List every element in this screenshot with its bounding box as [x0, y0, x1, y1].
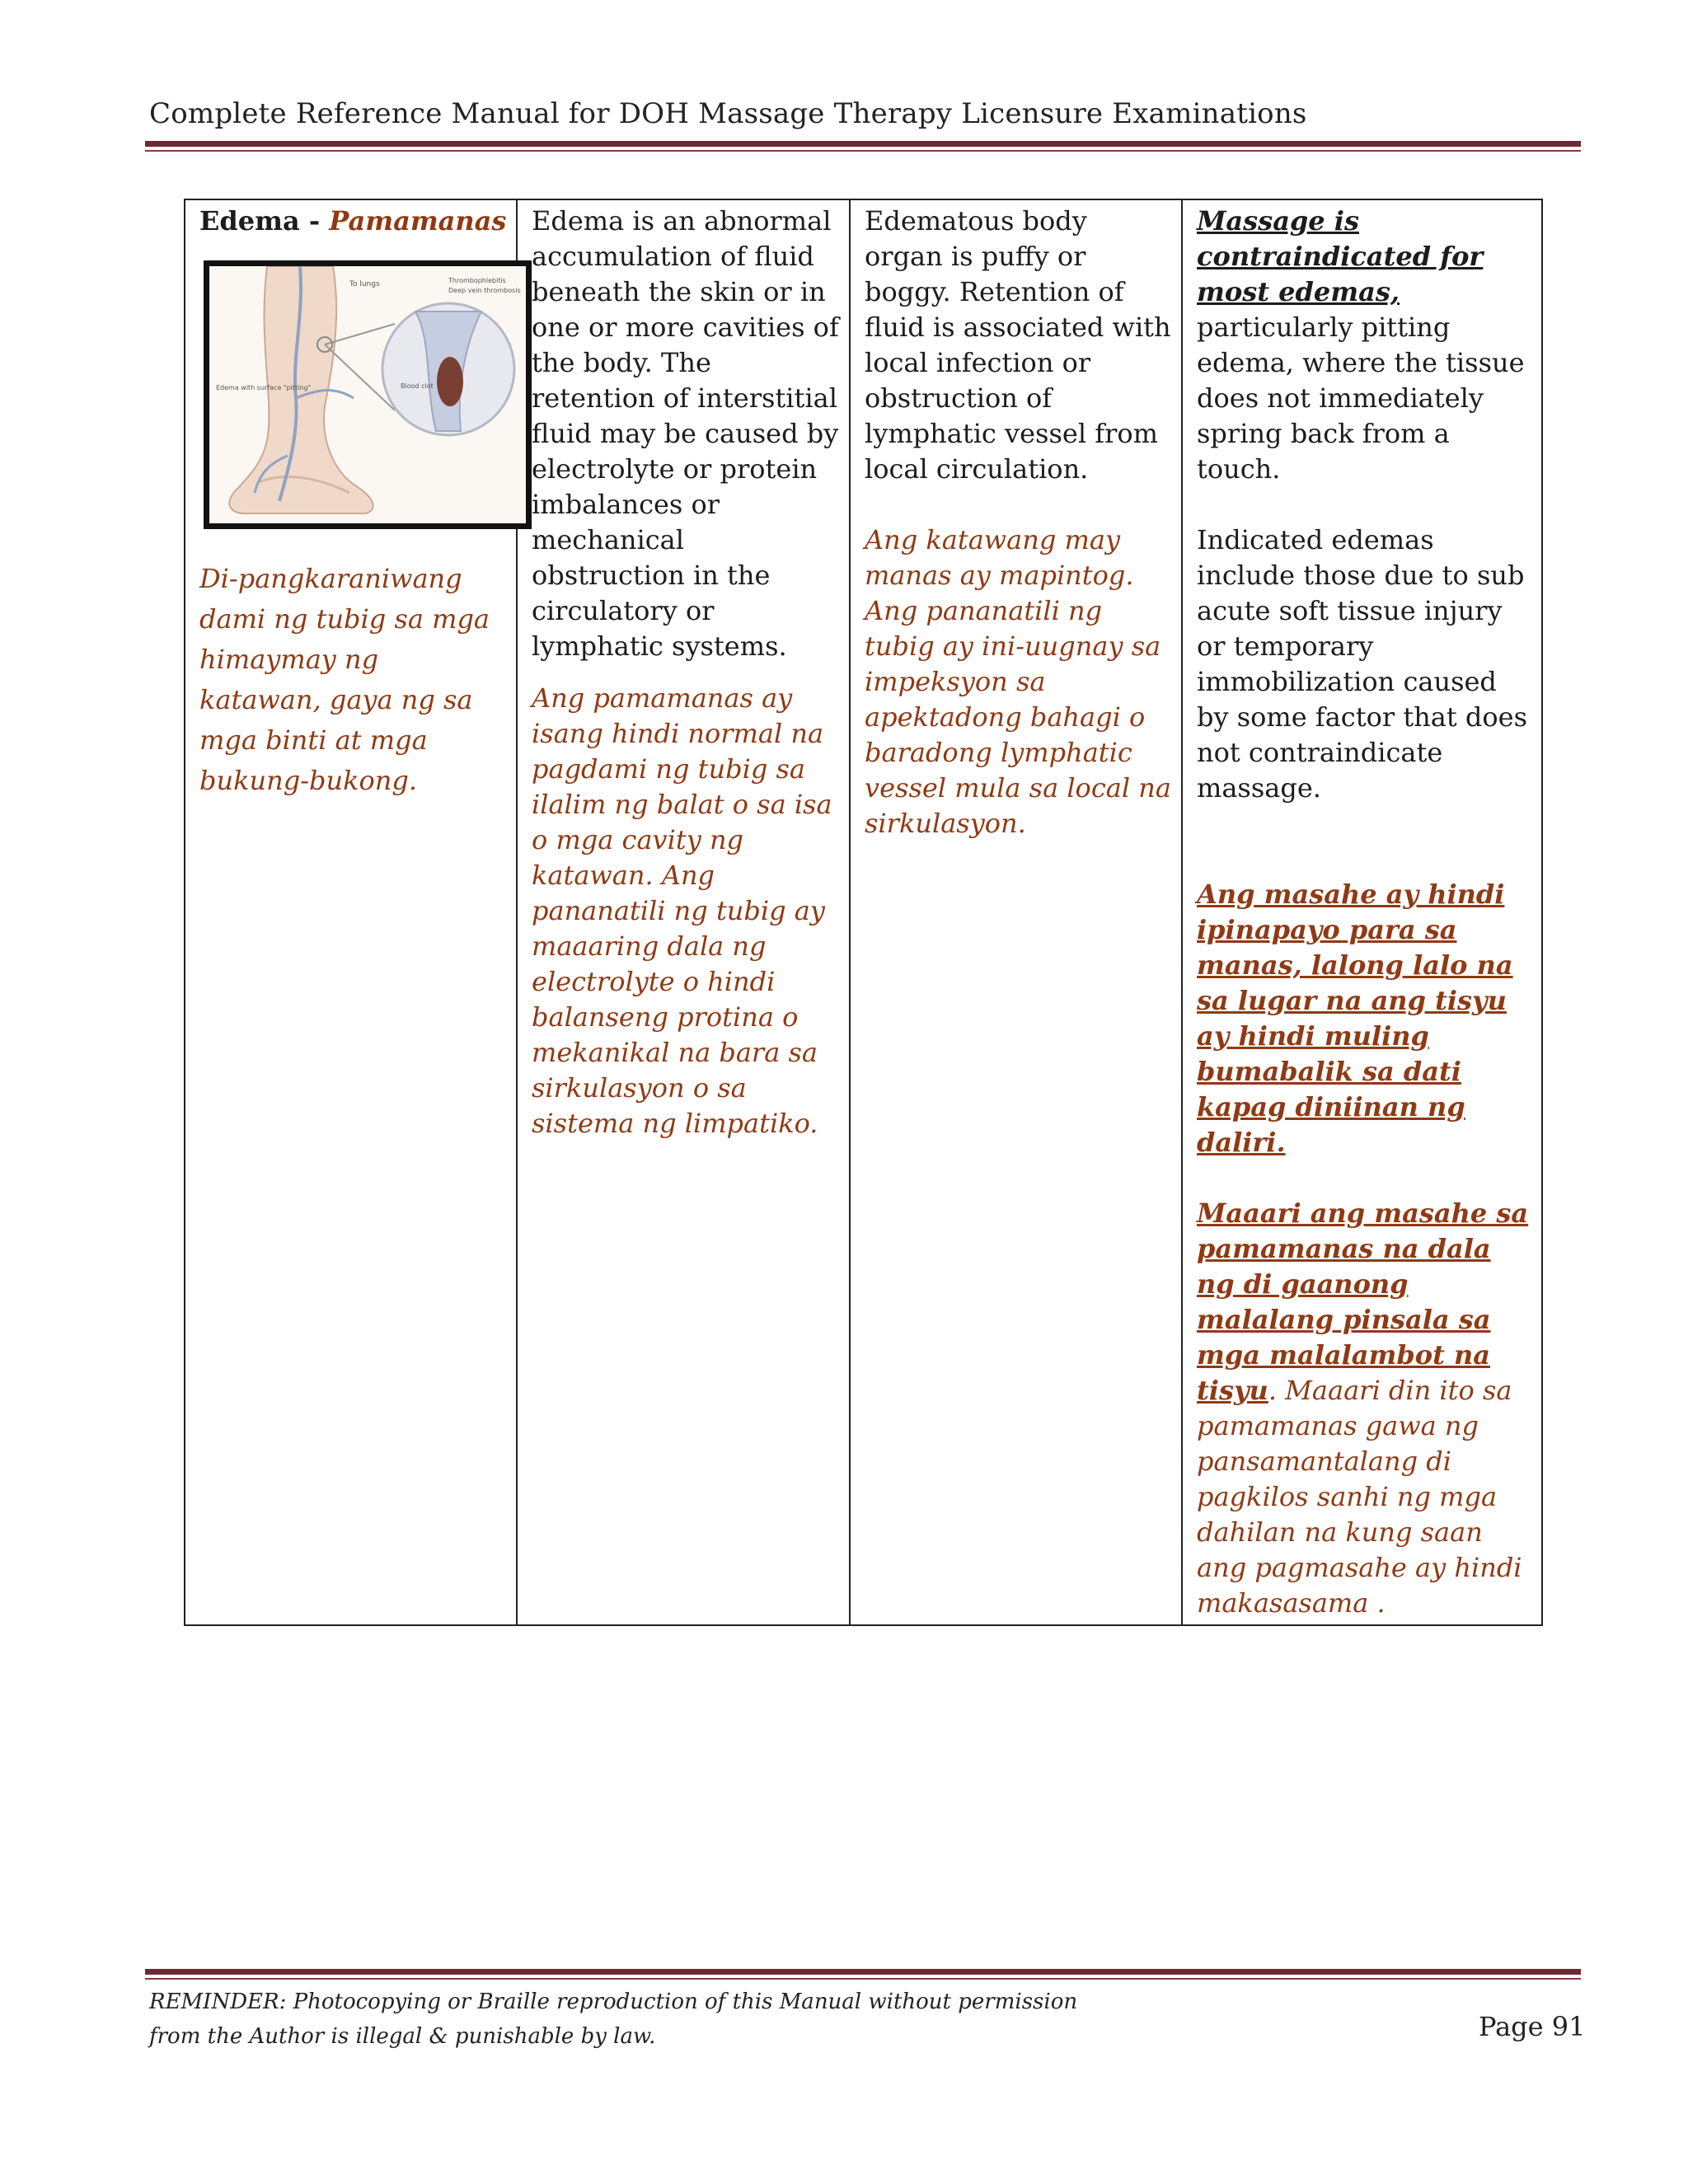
indicated-tl-body: Maaari din ito sa pamamanas gawa ng pansamantalang di pagkilos sanhi ng mga dahilan na kung saan ang pagmasahe ay hindi makasasama .	[1197, 1375, 1522, 1619]
indicated-edemas-en: Indicated edemas include those due to sub acute soft tissue injury or temporary immobilization caused by some factor that does not contraindicate massage.	[1197, 524, 1527, 804]
footer-reminder	[149, 1985, 1077, 2054]
contraindication-tl: Ang masahe ay hindi ipinapayo para sa manas, lalong lalo na sa lugar na ang tisyu ay hindi muling bumabalik sa dati kapag diniinan ng daliri.	[1197, 879, 1513, 1158]
signs-en: Edematous body organ is puffy or boggy. Retention of fluid is associated with local infection or obstruction of lymphatic vessel from local circulation.	[865, 205, 1171, 485]
label-deep-vein: Deep vein thrombosis	[448, 287, 521, 294]
massage-guidance-cell	[1182, 199, 1542, 1625]
footer-rule	[145, 1969, 1581, 1975]
page-header-title: Complete Reference Manual for DOH Massage Therapy Licensure Examinations	[149, 97, 1307, 130]
leg-diagram-icon	[209, 266, 526, 523]
contraindication-body: particularly pitting edema, where the tissue does not immediately spring back from a touch.	[1197, 312, 1525, 485]
label-thrombophlebitis: Thrombophlebitis	[448, 277, 506, 284]
signs-tl: Ang katawang may manas ay mapintog. Ang pananatili ng tubig ay ini-uugnay sa impeksyon sa apektadong bahagi o baradong lymphatic vessel mula sa local na sirkulasyon.	[865, 524, 1171, 839]
page-number: Page 91	[1479, 2011, 1586, 2042]
table-row	[185, 199, 1542, 1625]
blood-clot-shape	[437, 357, 463, 406]
footer-reminder-line1: REMINDER: Photocopying or Braille reproduction of this Manual without permission	[149, 1990, 1078, 2014]
footer-rule-thin	[145, 1978, 1581, 1980]
term-heading	[199, 204, 508, 239]
header-rule-thin	[145, 150, 1581, 152]
definition-cell	[517, 199, 850, 1625]
definition-tl: Ang pamamanas ay isang hindi normal na pagdami ng tubig sa ilalim ng balat o sa isa o mga cavity ng katawan. Ang pananatili ng tubig ay maaaring dala ng electrolyte o hindi balanseng protina o mekanikal na bara sa sirkulasyon o sa sistema ng limpatiko.	[532, 682, 832, 1139]
term-label: Edema -	[199, 205, 330, 237]
term-cell	[185, 199, 521, 1625]
label-blood-clot: Blood clot	[401, 382, 434, 390]
edema-table	[184, 199, 1543, 1626]
term-translation: Pamamanas	[329, 205, 507, 237]
label-edema-pitting: Edema with surface "pitting"	[216, 384, 312, 391]
signs-cell	[850, 199, 1182, 1625]
indicated-tl-heading: Maaari ang masahe sa pamamanas na dala ng di gaanong malalang pinsala sa mga malalambot na tisyu	[1197, 1197, 1529, 1406]
term-description-tl: Di-pangkaraniwang dami ng tubig sa mga himaymay ng katawan, gaya ng sa mga binti at mga bukung-bukong.	[199, 563, 490, 796]
label-to-lungs: To lungs	[349, 280, 380, 288]
definition-en: Edema is an abnormal accumulation of fluid beneath the skin or in one or more cavities of the body. The retention of interstitial fluid may be caused by electrolyte or protein imbalances or mechanical obstruction in the circulatory or lymphatic systems.	[532, 205, 839, 662]
footer-reminder-line2: from the Author is illegal & punishable by law.	[149, 2024, 656, 2049]
edema-leg-illustration	[204, 260, 532, 529]
indicated-tl-period: .	[1268, 1375, 1277, 1406]
header-rule	[145, 141, 1581, 147]
contraindication-heading: Massage is contraindicated for most edemas,	[1197, 205, 1484, 307]
